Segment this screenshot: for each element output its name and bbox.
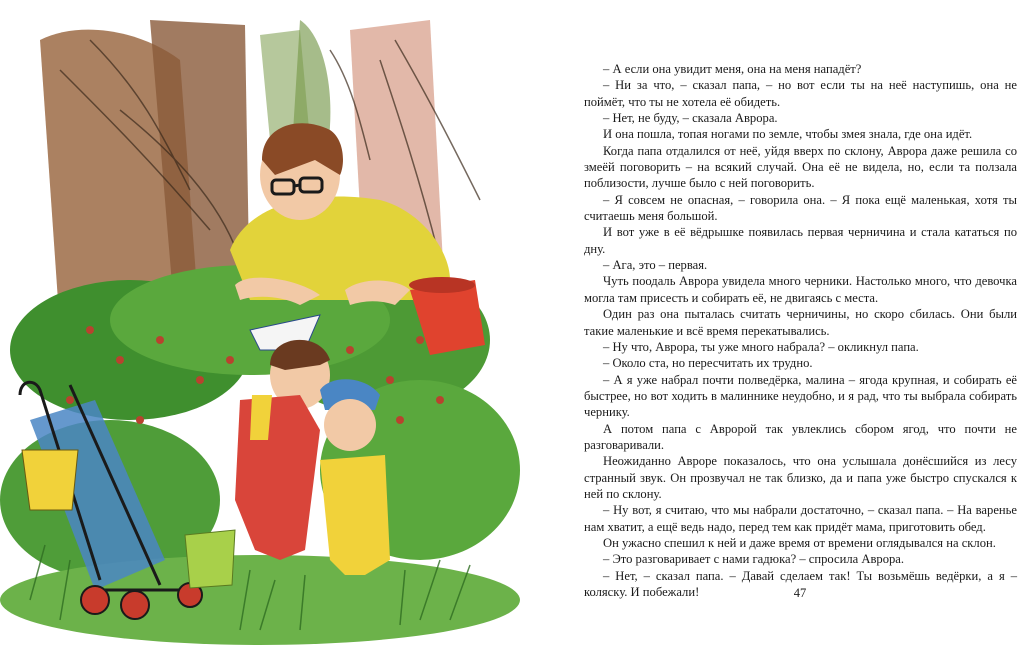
paragraph: – Ни за что, – сказал папа, – но вот если ты на неё наступишь, она не поймёт, что ты не хотела её обидеть. — [584, 78, 1017, 109]
paragraph: – Ага, это – первая. — [603, 258, 708, 273]
paragraph: А потом папа с Авророй так увлеклись сбором ягод, что почти не разговаривали. — [584, 421, 1017, 452]
paragraph: И вот уже в её вёдрышке появилась первая черничина и стала кататься по дну. — [584, 225, 1017, 256]
paragraph: – А если она увидит меня, она на меня нападёт? — [603, 62, 862, 76]
paragraph: И она пошла, топая ногами по земле, чтобы змея знала, где она идёт. — [603, 127, 973, 142]
page-number: 47 — [793, 586, 807, 600]
paragraph: Он ужасно спешил к ней и даже время от времени оглядывался на склон. — [603, 535, 996, 550]
story-text-column — [584, 61, 1017, 600]
paragraph: – А я уже набрал почти полведёрка, малина – ягода крупная, и собирать её быстрее, но вот ходить в малиннике неудобно, и я рад, что ты выбрала собирать чернику. — [584, 372, 1017, 420]
paragraph: Чуть поодаль Аврора увидела много черники. Настолько много, что девочка могла там присесть и собирать её, не двигаясь с места. — [584, 274, 1017, 305]
paragraph: – Я совсем не опасная, – говорила она. – Я пока ещё маленькая, хотя ты считаешь меня большой. — [584, 192, 1017, 224]
paragraph: Один раз она пыталась считать черничины, но скоро сбилась. Они были такие маленькие и всё время перекатывались. — [584, 307, 1017, 338]
paragraph: Когда папа отдалился от неё, уйдя вверх по склону, Аврора даже решила со змеёй поговорить – на всякий случай. Она её не видела, но, если та ползала поблизости, лучше было с ней поговорить. — [584, 143, 1017, 191]
paragraph: – Нет, – сказал папа. – Давай сделаем так! Ты возьмёшь ведёрки, а я – коляску. И побежали! — [584, 568, 1017, 599]
paragraph: Неожиданно Авроре показалось, что она услышала донёсшийся из лесу странный звук. Он прозвучал не так близко, да и папа уже быстро спускался к ней по склону. — [584, 454, 1017, 501]
paragraph: – Ну что, Аврора, ты уже много набрала? – окликнул папа. — [603, 339, 919, 354]
paragraph: – Около ста, но пересчитать их трудно. — [603, 356, 813, 371]
paragraph: – Это разговаривает с нами гадюка? – спросила Аврора. — [603, 552, 905, 567]
paragraph: – Ну вот, я считаю, что мы набрали достаточно, – сказал папа. – На варенье нам хватит, а ещё ведь надо, перед тем как придёт мама, приготовить обед. — [584, 503, 1017, 534]
paragraph: – Нет, не буду, – сказала Аврора. — [603, 111, 778, 126]
